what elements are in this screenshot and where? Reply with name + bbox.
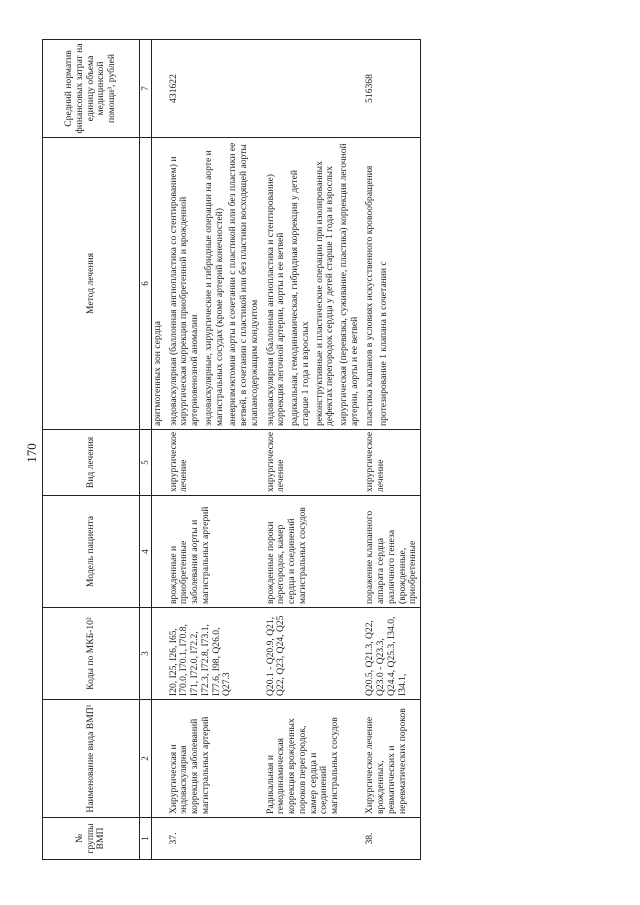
table-row [364,40,420,860]
rotated-table-container [42,40,582,860]
patient-model: врожденные и приобретенные заболевания аорты и магистральных артерий [168,496,265,608]
treatment-method: радикальная, гемодинамическая, гибридная коррекция у детей старше 1 года и взрослых [289,170,311,426]
vmp-name: Радикальная и гемодинамическая коррекция врожденных пороков перегородок, камер сердца и соединений магистральных сосудов [265,700,365,818]
vmp-name [152,700,168,818]
group-number: 37. [168,818,265,860]
table-row [152,40,168,860]
treatment-methods [168,138,265,430]
column-number: 4 [140,496,152,608]
patient-model [152,496,168,608]
cost-value [265,40,365,138]
treatment-method: эндоваскулярная (баллонная ангиопластика со стентированием) и хирургическая коррекция приобретенной и врожденной артериовенозной аномалии [167,156,201,426]
column-number: 2 [140,700,152,818]
cost-value [152,40,168,138]
column-number: 6 [140,138,152,430]
column-numbers-row [140,40,152,860]
treatment-methods [265,138,365,430]
vmp-name: Хирургическая и эндоваскулярная коррекция заболеваний магистральных артерий [168,700,265,818]
table-row [168,40,265,860]
header-treatment-method: Метод лечения [43,138,140,430]
treatment-method: эндоваскулярные, хирургические и гибридные операции на аорте и магистральных сосудах (кроме артерий конечностей) [202,150,225,426]
column-number: 5 [140,430,152,496]
column-number: 7 [140,40,152,138]
patient-model: поражение клапанного аппарата сердца различного генеза (врожденные, приобретенные [364,496,420,608]
header-vmp-name: Наименование вида ВМП¹ [43,700,140,818]
page-number: 170 [23,443,39,463]
treatment-method: аритмогенных зон сердца [152,321,163,426]
icd-codes: Q20.5, Q21.3, Q22, Q23.0 - Q23.3, Q24.4, Q25.3, I34.0, I34.1, [364,608,420,700]
patient-model: врожденные пороки перегородок, камер сердца и соединений магистральных сосудов [265,496,365,608]
treatment-method: хирургическая (перевязка, суживание, пластика) коррекция легочной артерии, аорты и ее ветвей [338,143,360,426]
header-cost: Средний норматив финансовых затрат на единицу объема медицинской помощи³, рублей [43,40,140,138]
group-number [152,818,168,860]
treatment-method: реконструктивные и пластические операции при изолированных дефектах перегородок сердца у детей старше 1 года и взрослых [313,161,336,426]
cost-value: 516368 [364,40,420,138]
treatment-methods [152,138,168,430]
vmp-name: Хирургическое лечение врожденных, ревматических и неревматических пороков [364,700,420,818]
header-treatment-type: Вид лечения [43,430,140,496]
icd-codes: Q20.1 - Q20.9, Q21, Q22, Q23, Q24, Q25 [265,608,365,700]
treatment-method: протезирование 1 клапана в сочетании с [378,261,390,426]
header-icd-codes: Коды по МКБ-10² [43,608,140,700]
group-number: 38. [364,818,420,860]
header-group-number: № группы ВМП [43,818,140,860]
column-number: 1 [140,818,152,860]
icd-codes: I20, I25, I26, I65, I70.0, I70.1, I70.8, I71, I72.0, I72.2, I72.3, I72.8, I73.1, I77.6, I98, Q26.0, Q27.3 [168,608,265,700]
treatment-type: хирургическое лечение [168,430,265,496]
header-row [43,40,140,860]
treatment-type: хирургическое лечение [265,430,365,496]
header-patient-model: Модель пациента [43,496,140,608]
treatment-method: эндоваскулярная (баллонная ангиопластика и стентирование) коррекция легочной артерии, аорты и ее ветвей [264,174,287,426]
treatment-method: аневризмэктомия аорты в сочетании с пластикой или без пластики ее ветвей, в сочетании с пластикой или без пластики восходящей аорты клапансодержащим кондуитом [227,142,260,426]
group-number [265,818,365,860]
treatment-methods [364,138,420,430]
cost-value: 431622 [168,40,265,138]
treatment-method: пластика клапанов в условиях искусственного кровообращения [364,165,376,426]
icd-codes [152,608,168,700]
vmp-table [42,39,421,860]
table-row [265,40,365,860]
treatment-type [152,430,168,496]
column-number: 3 [140,608,152,700]
treatment-type: хирургическое лечение [364,430,420,496]
